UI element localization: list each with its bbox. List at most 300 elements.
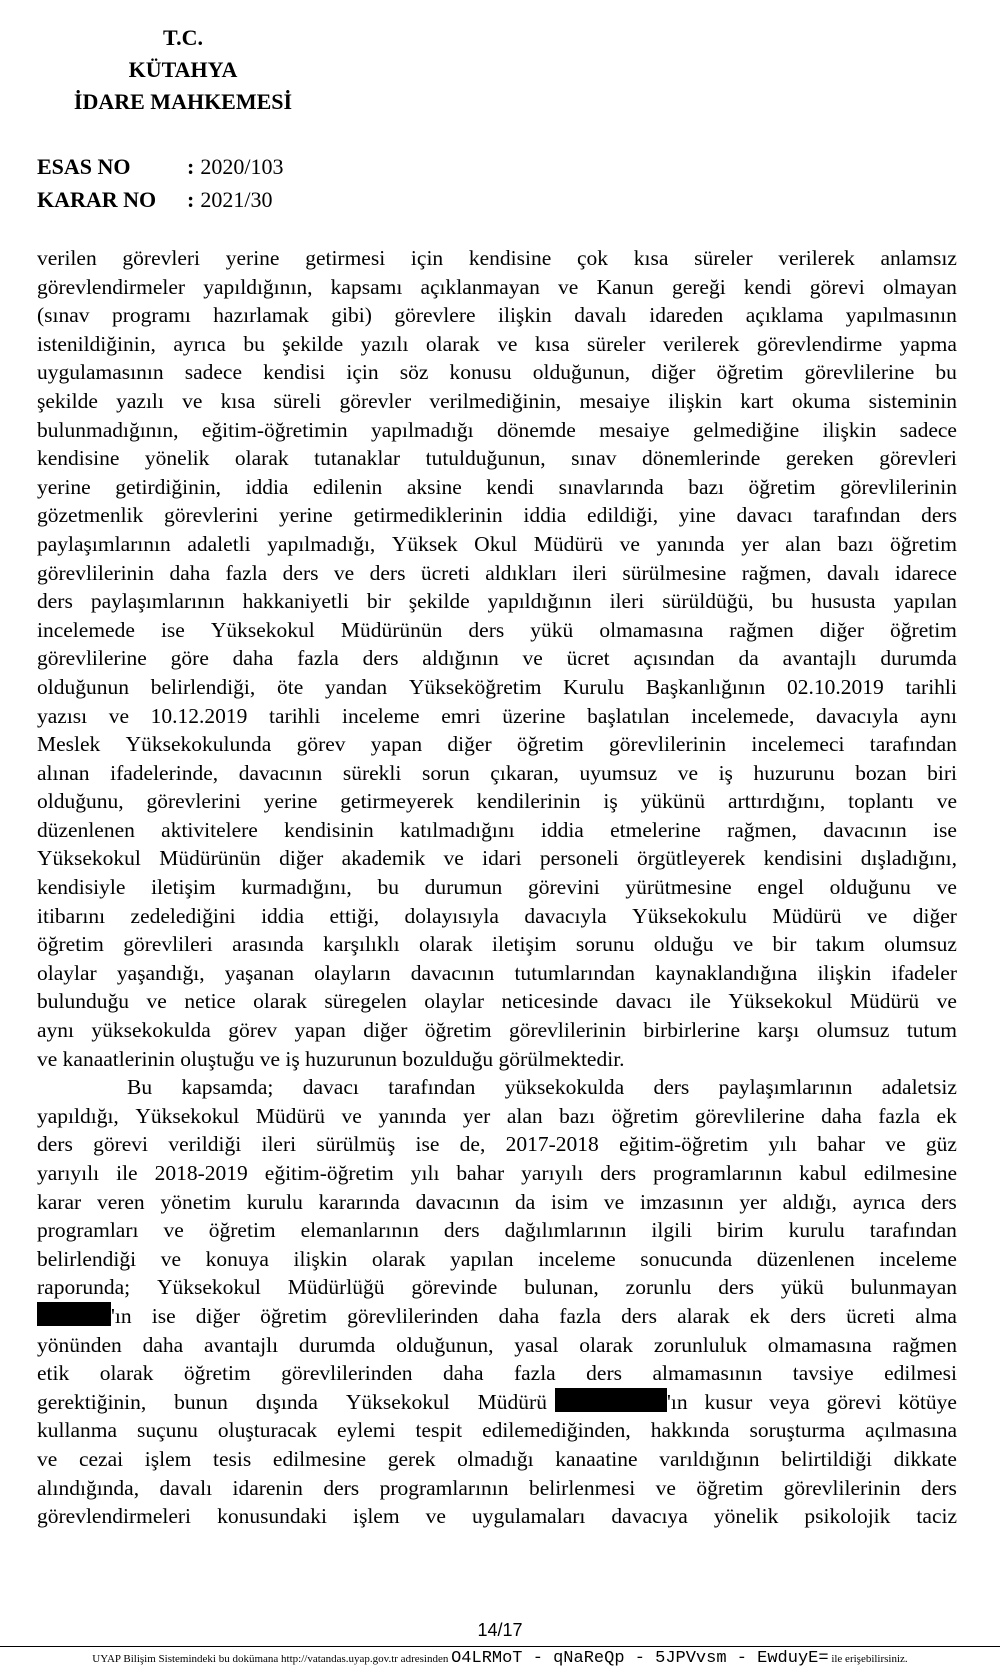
word: ve xyxy=(603,1189,625,1214)
word: ders xyxy=(921,503,957,528)
word: ve xyxy=(443,846,464,871)
word: bahar xyxy=(456,1161,505,1185)
word: davacı xyxy=(302,1075,359,1100)
word: okuma xyxy=(791,388,851,413)
word: yapan xyxy=(294,1018,346,1043)
word: kendi xyxy=(743,274,792,299)
word: konusundaki xyxy=(217,1504,327,1529)
word: görevi xyxy=(93,1132,149,1157)
karar-label: KARAR NO xyxy=(37,187,157,212)
word: yapan xyxy=(370,732,423,757)
text-line xyxy=(37,1331,957,1360)
text-line xyxy=(37,1416,957,1445)
word: hakkında xyxy=(650,1418,730,1443)
word: konuya xyxy=(205,1246,269,1271)
word: veya xyxy=(769,1389,810,1414)
word: görevlerini xyxy=(146,789,241,814)
text-line xyxy=(37,816,957,845)
word: tespit xyxy=(415,1418,463,1443)
word: sadece xyxy=(184,360,243,385)
word: yaşanan xyxy=(224,960,295,985)
word: güz xyxy=(925,1132,957,1157)
word: yapıldığı, xyxy=(37,1103,119,1128)
word: etik xyxy=(37,1361,70,1386)
word: öğretim xyxy=(516,732,584,757)
word: yönelik xyxy=(713,1504,779,1529)
word: ve xyxy=(558,274,579,299)
word: edilmesi xyxy=(884,1361,957,1386)
word: ayrıca xyxy=(173,331,226,356)
word: verilerek xyxy=(662,331,740,356)
word: karşılıklı xyxy=(323,932,400,957)
word: iddia xyxy=(523,503,567,528)
word: avantajlı xyxy=(782,646,857,671)
word: görevleri xyxy=(879,446,957,471)
word: ders xyxy=(282,560,319,585)
word: ders xyxy=(37,589,73,614)
text-line xyxy=(37,501,957,530)
header-city: KÜTAHYA xyxy=(128,57,238,82)
word: görevlendirmeleri xyxy=(37,1504,192,1529)
esas-row xyxy=(37,150,283,183)
word: ve xyxy=(936,989,957,1014)
word: bazı xyxy=(688,474,725,499)
word: yüksekokulda xyxy=(91,1018,211,1043)
text-line xyxy=(37,1102,957,1131)
word: kendisi xyxy=(263,360,326,385)
word: görevlerini xyxy=(163,503,259,528)
word: alan xyxy=(785,531,822,556)
word: da xyxy=(514,1189,536,1214)
text-line xyxy=(37,1359,957,1388)
word: Müdürü xyxy=(255,1103,326,1128)
word: tarafından xyxy=(869,1218,957,1243)
word: olmadığı xyxy=(457,1446,534,1471)
word: paylaşımlarının xyxy=(90,589,225,614)
word: çok xyxy=(577,246,609,270)
word: 10.12.2019 xyxy=(150,703,248,728)
word: ve xyxy=(867,903,888,928)
text-line xyxy=(37,1302,957,1331)
word: kendisine xyxy=(37,446,120,471)
page-number: 14/17 xyxy=(477,1620,523,1640)
word: olarak xyxy=(371,1246,426,1271)
word: diğer xyxy=(447,732,492,757)
word: karar xyxy=(37,1189,82,1214)
word: bir xyxy=(772,932,797,957)
word: de, xyxy=(459,1132,486,1157)
word: davacıya xyxy=(611,1504,688,1529)
word: yönetim xyxy=(160,1189,231,1214)
word: yerine xyxy=(37,474,91,499)
word: öğretim xyxy=(890,617,957,642)
word: görevlendirme xyxy=(756,331,883,356)
word: ders xyxy=(920,1189,957,1214)
word: fazla xyxy=(559,1303,602,1328)
word: programları xyxy=(37,1218,139,1243)
word: kurulu xyxy=(788,1218,845,1243)
text-line xyxy=(37,759,957,788)
word: kaynaklandığına xyxy=(655,960,798,985)
text-line xyxy=(37,1474,957,1503)
word: ise xyxy=(160,617,185,642)
word: Yüksekokul xyxy=(37,846,141,871)
word: iletişim xyxy=(151,875,216,900)
text-line xyxy=(37,787,957,816)
word: Bu xyxy=(127,1075,153,1100)
word: tarafından xyxy=(813,503,901,528)
word: açıklanmayan xyxy=(420,274,540,299)
word: çıkaran, xyxy=(490,760,559,785)
word: üzerine xyxy=(502,703,566,728)
word: yılı xyxy=(768,1132,797,1157)
word: dönemlerinde xyxy=(642,446,761,471)
word: ve xyxy=(522,646,543,671)
word: iş xyxy=(603,789,618,814)
word: imzasının xyxy=(639,1189,724,1214)
word: sınavlarında xyxy=(558,474,664,499)
word: soruşturma xyxy=(749,1418,846,1443)
document-body xyxy=(37,244,957,1531)
word: olayların xyxy=(314,960,391,985)
word: yer xyxy=(739,1189,767,1214)
word: alan xyxy=(506,1103,543,1128)
word: bulunan, xyxy=(524,1275,599,1300)
text-line xyxy=(37,1045,957,1074)
word: sadece xyxy=(899,417,957,442)
word: uygulamasının xyxy=(37,360,164,385)
word: (sınav xyxy=(37,303,90,328)
word: şekilde xyxy=(282,331,344,356)
word: 02.10.2019 xyxy=(787,674,884,699)
esas-label: ESAS NO xyxy=(37,154,131,179)
word: yazısı xyxy=(37,703,88,728)
word: olarak xyxy=(425,331,480,356)
word: durumda xyxy=(880,646,957,671)
karar-row xyxy=(37,183,283,216)
word: davacıyla xyxy=(524,903,607,928)
text-line xyxy=(37,387,957,416)
word: bulunduğu xyxy=(37,989,129,1014)
word: olduğunun xyxy=(37,674,129,699)
word: ve xyxy=(655,1475,676,1500)
text-line xyxy=(37,244,957,273)
word: olduğunu xyxy=(829,875,911,900)
word: gerek xyxy=(387,1446,436,1471)
word: aldıkları xyxy=(485,560,557,585)
word: ve xyxy=(341,1103,362,1128)
word: neticesinde xyxy=(501,989,599,1014)
word: incelemede, xyxy=(691,703,795,728)
word: kart xyxy=(740,388,774,413)
word: daha xyxy=(142,1332,184,1357)
word: ilgili xyxy=(651,1218,693,1243)
word: yükü xyxy=(530,617,574,642)
word: Müdürü xyxy=(533,531,604,556)
word: tutanaklar xyxy=(314,446,401,471)
word: görevlilerinin xyxy=(839,474,957,499)
word: alarak xyxy=(677,1303,730,1328)
word: alınan xyxy=(37,760,90,785)
word: görevler xyxy=(339,388,412,413)
word: görevi xyxy=(809,274,865,299)
word: yapılmasının xyxy=(845,303,957,328)
word: edilemediğinden, xyxy=(482,1418,631,1443)
word: kısa xyxy=(633,246,669,270)
word: kapsamda; xyxy=(181,1075,274,1100)
word: daha xyxy=(232,646,274,671)
word: ders xyxy=(586,1361,622,1386)
word: ve xyxy=(885,1132,906,1157)
word: açıklama xyxy=(745,303,824,328)
word: oluşturacak xyxy=(217,1418,318,1443)
word: kötüye xyxy=(898,1389,957,1414)
word: ile xyxy=(689,989,711,1014)
word: ifadelerinde, xyxy=(110,760,219,785)
word: ise xyxy=(151,1303,176,1328)
word: bazı xyxy=(837,531,874,556)
word: öğretim xyxy=(890,531,957,556)
word: edilenin xyxy=(313,474,383,499)
word: dolayısıyla xyxy=(404,903,499,928)
word: görevlilerinin xyxy=(783,1475,901,1500)
word: kusur xyxy=(704,1389,753,1414)
word: yüksekokulda xyxy=(504,1075,625,1100)
text-line xyxy=(37,873,957,902)
word: idari xyxy=(482,846,522,871)
word: 'ın xyxy=(111,1303,132,1328)
word: görevlilerine xyxy=(37,646,147,671)
word: uygulamaları xyxy=(471,1504,586,1529)
word: Müdürü xyxy=(849,989,920,1014)
word: davacı xyxy=(615,989,672,1014)
word: ve xyxy=(936,875,957,900)
word: ve xyxy=(160,1246,182,1271)
word: bulunmayan xyxy=(850,1275,957,1300)
text-line xyxy=(37,330,957,359)
word: bunun xyxy=(174,1389,228,1414)
word: programı xyxy=(112,303,191,328)
word: görevi xyxy=(826,1389,882,1414)
word: engel xyxy=(757,875,804,900)
word: ayrıca xyxy=(852,1189,906,1214)
redaction-block xyxy=(37,1302,111,1326)
word: düzenlenen xyxy=(756,1246,855,1271)
word: öğretim xyxy=(716,360,784,385)
word: aldığı, xyxy=(782,1189,837,1214)
word: paylaşımlarının xyxy=(37,531,171,556)
word: ders xyxy=(600,1161,637,1185)
word: inceleme xyxy=(342,703,420,728)
word: açısından xyxy=(633,646,715,671)
word: ders xyxy=(621,1303,657,1328)
word: öğretim xyxy=(183,1361,251,1386)
word: fazla xyxy=(878,1103,921,1128)
word: gelmediğine xyxy=(692,417,800,442)
word: tarafından xyxy=(388,1075,476,1100)
court-header xyxy=(58,22,308,118)
word: görevlileri xyxy=(123,932,213,957)
word: bu xyxy=(771,589,794,614)
word: öğretim xyxy=(748,474,816,499)
word: ders xyxy=(323,1475,360,1500)
word: ve xyxy=(936,789,957,814)
word: edilmesine xyxy=(272,1446,367,1471)
text-line xyxy=(37,1216,957,1245)
word: idareden xyxy=(649,303,724,328)
word: ve xyxy=(732,932,754,957)
text-segment: ve kanaatlerinin oluştuğu ve iş huzurunun bozulduğu görülmektedir. xyxy=(37,1046,625,1071)
word: ve xyxy=(37,1446,58,1471)
text-line xyxy=(37,702,957,731)
redaction-block xyxy=(555,1388,667,1412)
word: yandan xyxy=(325,674,388,699)
word: görevlilerinin xyxy=(609,732,727,757)
text-line xyxy=(37,1188,957,1217)
word: süreli xyxy=(273,388,322,413)
word: Yüksekokul xyxy=(728,989,833,1014)
word: Yüksekokul xyxy=(345,1389,450,1414)
word: olarak xyxy=(253,989,307,1014)
word: öğretim xyxy=(208,1218,276,1243)
word: Yüksekokulu xyxy=(632,903,747,928)
word: görevlere xyxy=(394,303,476,328)
word: 2018-2019 xyxy=(154,1161,248,1185)
word: cezai xyxy=(78,1446,124,1471)
word: ders xyxy=(369,560,406,585)
word: düzenlenen xyxy=(37,817,135,842)
word: görev xyxy=(228,1018,278,1043)
word: ders xyxy=(921,1475,957,1500)
header-tc: T.C. xyxy=(163,25,203,50)
word: yasal xyxy=(514,1332,559,1357)
word: toplantı xyxy=(848,789,914,814)
word: verilmediğinin, xyxy=(429,388,562,413)
word: daha xyxy=(169,560,211,585)
word: alındığında, xyxy=(37,1475,140,1500)
footer-prefix: UYAP Bilişim Sistemindeki bu dokümana http://vatandas.uyap.gov.tr adresinden xyxy=(92,1653,449,1665)
word: birim xyxy=(717,1218,764,1243)
word: bozan xyxy=(855,760,907,785)
word: tarihli xyxy=(905,674,957,699)
word: hazırlamak xyxy=(213,303,309,328)
word: olaylar xyxy=(37,960,97,985)
word: olduğunun, xyxy=(396,1332,494,1357)
word: ek xyxy=(936,1103,957,1128)
word: rağmen xyxy=(892,1332,957,1357)
word: rağmen, xyxy=(727,817,797,842)
word: arttırdığını, xyxy=(727,789,826,814)
word: fazla xyxy=(297,646,339,671)
word: idarenin xyxy=(232,1475,303,1500)
word: elemanlarının xyxy=(300,1218,419,1243)
word: gereken xyxy=(785,446,854,471)
word: eğitim-öğretimin xyxy=(201,417,348,442)
word: öğretim xyxy=(37,932,104,957)
word: hakkaniyetli xyxy=(242,589,349,614)
text-line xyxy=(37,273,957,302)
karar-separator: : xyxy=(187,187,195,212)
text-line xyxy=(37,1273,957,1302)
word: ve xyxy=(163,1218,184,1243)
word: daha xyxy=(442,1361,484,1386)
esas-value: 2020/103 xyxy=(200,154,284,179)
uyap-footer xyxy=(0,1646,1000,1668)
word: programlarının xyxy=(379,1475,509,1500)
word: ek xyxy=(749,1303,771,1328)
word: almamasının xyxy=(652,1361,763,1386)
word: olarak xyxy=(418,932,473,957)
word: ders xyxy=(653,1075,690,1100)
text-line xyxy=(37,587,957,616)
word: görevlendirmeler xyxy=(37,274,186,299)
word: dışında xyxy=(255,1389,318,1414)
word: örgütleyerek xyxy=(637,846,746,871)
word: zorunlu xyxy=(625,1275,692,1300)
word: ders xyxy=(37,1132,73,1157)
word: diğer xyxy=(912,903,957,928)
word: ve xyxy=(619,531,640,556)
word: ders xyxy=(718,1275,755,1300)
word: ders xyxy=(443,1218,480,1243)
word: olaylar xyxy=(424,989,484,1014)
word: dönemde xyxy=(496,417,576,442)
word: iş xyxy=(718,760,733,785)
word: eğitim-öğretim xyxy=(619,1132,749,1157)
word: yazılı xyxy=(116,388,164,413)
word: incelemede xyxy=(37,617,135,642)
word: huzurunu xyxy=(753,760,835,785)
word: yanında xyxy=(656,531,725,556)
word: taciz xyxy=(916,1504,957,1529)
word: sürülmüş xyxy=(316,1132,396,1157)
word: Yüksekokul xyxy=(210,617,315,642)
word: paylaşımlarının xyxy=(718,1075,853,1100)
word: adaletsiz xyxy=(881,1075,957,1100)
word: ileri xyxy=(609,589,645,614)
word: yılı xyxy=(410,1161,440,1185)
word: ders xyxy=(468,617,505,642)
word: inceleme xyxy=(538,1246,616,1271)
word: psikolojik xyxy=(804,1504,891,1529)
word: istenildiğinin, xyxy=(37,331,156,356)
word: olumsuz xyxy=(884,932,957,957)
text-line xyxy=(37,673,957,702)
word: inceleme xyxy=(879,1246,957,1271)
word: yürütmesine xyxy=(625,875,732,900)
word: ücret xyxy=(566,646,610,671)
word: olmamasına xyxy=(599,617,704,642)
word: zedelediğini xyxy=(130,903,236,928)
word: bazı xyxy=(559,1103,595,1128)
word: ilişkin xyxy=(293,1246,348,1271)
word: kendisini xyxy=(763,846,843,871)
word: etmelerine xyxy=(610,817,701,842)
word: olduğu xyxy=(653,932,714,957)
word: şekilde xyxy=(408,589,470,614)
word: davalı xyxy=(159,1475,213,1500)
word: davacının xyxy=(415,1189,500,1214)
word: dağılımlarının xyxy=(504,1218,627,1243)
word: yarıyılı xyxy=(521,1161,584,1185)
text-line xyxy=(37,730,957,759)
word: kendi xyxy=(486,474,535,499)
word: Müdürü xyxy=(477,1389,547,1414)
word: konusu xyxy=(449,360,512,385)
word: görevlilerinden xyxy=(281,1361,413,1386)
word: başlatılan xyxy=(587,703,670,728)
word: gereği xyxy=(671,274,726,299)
